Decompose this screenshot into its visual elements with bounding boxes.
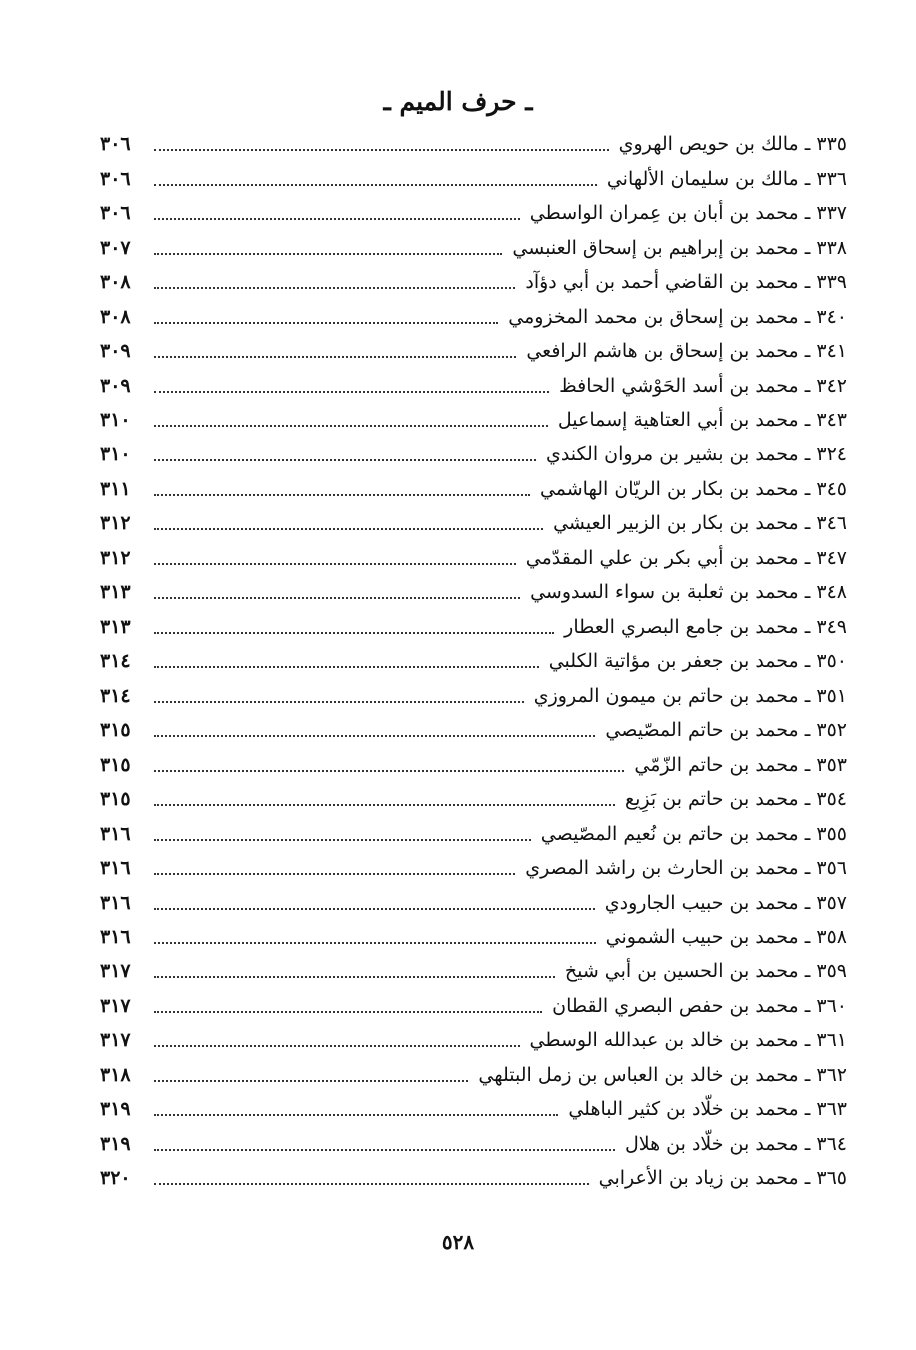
toc-entry <box>100 196 847 230</box>
dot-leader <box>154 425 548 427</box>
toc-entry <box>100 541 847 575</box>
entry-title: ٣٦٥ ـ محمد بن زياد بن الأعرابي <box>598 1167 847 1190</box>
dot-leader <box>154 1114 558 1116</box>
toc-entry <box>100 747 847 781</box>
toc-entry <box>100 644 847 678</box>
dot-leader <box>154 839 531 841</box>
toc-entry <box>100 1127 847 1161</box>
toc-entry <box>100 265 847 299</box>
entry-title: ٣٦٤ ـ محمد بن خلّاد بن هلال <box>624 1132 847 1155</box>
toc-entry <box>100 1092 847 1126</box>
entry-title: ٣٥٨ ـ محمد بن حبيب الشموني <box>605 926 847 949</box>
entry-page-number: ٣٢٠ <box>100 1167 131 1190</box>
entry-page-number: ٣٠٩ <box>100 374 131 397</box>
dot-leader <box>154 770 624 772</box>
dot-leader <box>154 528 543 530</box>
entry-title: ٣٣٧ ـ محمد بن أبان بن عِمران الواسطي <box>529 202 847 225</box>
entry-page-number: ٣١٥ <box>100 788 131 811</box>
page-title: ـ حرف الميم ـ <box>383 87 533 116</box>
entry-title: ٣٦٣ ـ محمد بن خلّاد بن كثير الباهلي <box>568 1098 847 1121</box>
entry-title: ٣٤٢ ـ محمد بن أسد الحَوْشي الحافظ <box>559 374 847 397</box>
dot-leader <box>154 253 502 255</box>
entry-page-number: ٣١٩ <box>100 1132 131 1155</box>
entry-page-number: ٣٠٧ <box>100 236 131 259</box>
toc-entry <box>100 1161 847 1195</box>
entry-page-number: ٣١٦ <box>100 857 131 880</box>
table-of-contents <box>100 127 847 1196</box>
toc-entry <box>100 920 847 954</box>
toc-entry <box>100 1023 847 1057</box>
entry-title: ٣٤٩ ـ محمد بن جامع البصري العطار <box>564 615 847 638</box>
entry-title: ٣٥٧ ـ محمد بن حبيب الجارودي <box>604 891 847 914</box>
entry-title: ٣٤٣ ـ محمد بن أبي العتاهية إسماعيل <box>557 408 847 431</box>
page-number: ٥٢٨ <box>441 1230 475 1254</box>
entry-title: ٣٥٤ ـ محمد بن حاتم بن بَزِيع <box>625 788 847 811</box>
entry-title: ٣٣٥ ـ مالك بن حويص الهروي <box>618 133 847 156</box>
dot-leader <box>154 804 615 806</box>
entry-page-number: ٣١٠ <box>100 408 131 431</box>
toc-entry <box>100 989 847 1023</box>
entry-title: ٣٥٩ ـ محمد بن الحسين بن أبي شيخ <box>564 960 847 983</box>
entry-page-number: ٣١٦ <box>100 926 131 949</box>
toc-entry <box>100 437 847 471</box>
dot-leader <box>154 1045 520 1047</box>
entry-page-number: ٣١٦ <box>100 891 131 914</box>
toc-entry <box>100 334 847 368</box>
dot-leader <box>154 735 595 737</box>
dot-leader <box>154 218 520 220</box>
dot-leader <box>154 356 516 358</box>
entry-title: ٣٥١ ـ محمد بن حاتم بن ميمون المروزي <box>533 684 847 707</box>
entry-title: ٣٣٦ ـ مالك بن سليمان الألهاني <box>606 167 847 190</box>
toc-entry <box>100 230 847 264</box>
dot-leader <box>154 597 520 599</box>
toc-entry <box>100 610 847 644</box>
toc-entry <box>100 885 847 919</box>
entry-title: ٣٣٨ ـ محمد بن إبراهيم بن إسحاق العنبسي <box>512 236 847 259</box>
entry-page-number: ٣٠٦ <box>100 133 131 156</box>
toc-entry <box>100 472 847 506</box>
entry-page-number: ٣١٥ <box>100 753 131 776</box>
entry-page-number: ٣٠٩ <box>100 340 131 363</box>
dot-leader <box>154 942 596 944</box>
entry-page-number: ٣٠٦ <box>100 167 131 190</box>
dot-leader <box>154 908 595 910</box>
dot-leader <box>154 149 609 151</box>
dot-leader <box>154 563 516 565</box>
entry-title: ٣٢٤ ـ محمد بن بشير بن مروان الكندي <box>545 443 847 466</box>
entry-page-number: ٣١٥ <box>100 719 131 742</box>
entry-title: ٣٣٩ ـ محمد بن القاضي أحمد بن أبي دؤآد <box>525 271 847 294</box>
toc-entry <box>100 679 847 713</box>
entry-page-number: ٣١٧ <box>100 960 131 983</box>
entry-title: ٣٤١ ـ محمد بن إسحاق بن هاشم الرافعي <box>526 340 847 363</box>
entry-page-number: ٣١٠ <box>100 443 131 466</box>
toc-entry <box>100 575 847 609</box>
dot-leader <box>154 873 515 875</box>
entry-page-number: ٣١٧ <box>100 1029 131 1052</box>
entry-title: ٣٦٢ ـ محمد بن خالد بن العباس بن زمل البتلهي <box>478 1063 847 1086</box>
entry-title: ٣٤٨ ـ محمد بن ثعلبة بن سواء السدوسي <box>530 581 847 604</box>
entry-page-number: ٣١٤ <box>100 684 131 707</box>
entry-page-number: ٣١٣ <box>100 615 131 638</box>
dot-leader <box>154 184 597 186</box>
toc-entry <box>100 954 847 988</box>
dot-leader <box>154 1183 589 1185</box>
entry-title: ٣٤٥ ـ محمد بن بكار بن الريّان الهاشمي <box>539 477 847 500</box>
toc-entry <box>100 127 847 161</box>
entry-title: ٣٦١ ـ محمد بن خالد بن عبدالله الوسطي <box>529 1029 847 1052</box>
toc-entry <box>100 368 847 402</box>
entry-page-number: ٣١٢ <box>100 512 131 535</box>
entry-page-number: ٣١٣ <box>100 581 131 604</box>
toc-entry <box>100 506 847 540</box>
toc-entry <box>100 299 847 333</box>
entry-title: ٣٥٢ ـ محمد بن حاتم المصّيصي <box>605 719 847 742</box>
entry-page-number: ٣١٦ <box>100 822 131 845</box>
dot-leader <box>154 494 530 496</box>
toc-entry <box>100 161 847 195</box>
entry-page-number: ٣١٤ <box>100 650 131 673</box>
entry-title: ٣٤٧ ـ محمد بن أبي بكر بن علي المقدّمي <box>525 546 847 569</box>
dot-leader <box>154 1149 615 1151</box>
toc-entry <box>100 713 847 747</box>
entry-page-number: ٣٠٨ <box>100 305 131 328</box>
entry-page-number: ٣١٨ <box>100 1063 131 1086</box>
entry-title: ٣٤٦ ـ محمد بن بكار بن الزبير العيشي <box>553 512 847 535</box>
entry-page-number: ٣١١ <box>100 477 131 500</box>
dot-leader <box>154 976 555 978</box>
entry-title: ٣٥٣ ـ محمد بن حاتم الزّمّي <box>634 753 847 776</box>
dot-leader <box>154 1080 468 1082</box>
dot-leader <box>154 632 554 634</box>
entry-page-number: ٣١٢ <box>100 546 131 569</box>
toc-entry <box>100 1058 847 1092</box>
entry-title: ٣٦٠ ـ محمد بن حفص البصري القطان <box>552 994 847 1017</box>
entry-title: ٣٥٥ ـ محمد بن حاتم بن نُعيم المصّيصي <box>540 822 847 845</box>
toc-entry <box>100 851 847 885</box>
toc-entry <box>100 782 847 816</box>
dot-leader <box>154 287 515 289</box>
toc-entry <box>100 403 847 437</box>
dot-leader <box>154 1011 542 1013</box>
entry-title: ٣٥٠ ـ محمد بن جعفر بن مؤاتية الكلبي <box>548 650 847 673</box>
entry-page-number: ٣١٩ <box>100 1098 131 1121</box>
dot-leader <box>154 322 498 324</box>
toc-entry <box>100 816 847 850</box>
entry-page-number: ٣٠٨ <box>100 271 131 294</box>
dot-leader <box>154 666 539 668</box>
entry-title: ٣٤٠ ـ محمد بن إسحاق بن محمد المخزومي <box>508 305 847 328</box>
entry-page-number: ٣١٧ <box>100 994 131 1017</box>
dot-leader <box>154 391 549 393</box>
entry-page-number: ٣٠٦ <box>100 202 131 225</box>
dot-leader <box>154 701 524 703</box>
entry-title: ٣٥٦ ـ محمد بن الحارث بن راشد المصري <box>525 857 847 880</box>
dot-leader <box>154 459 536 461</box>
